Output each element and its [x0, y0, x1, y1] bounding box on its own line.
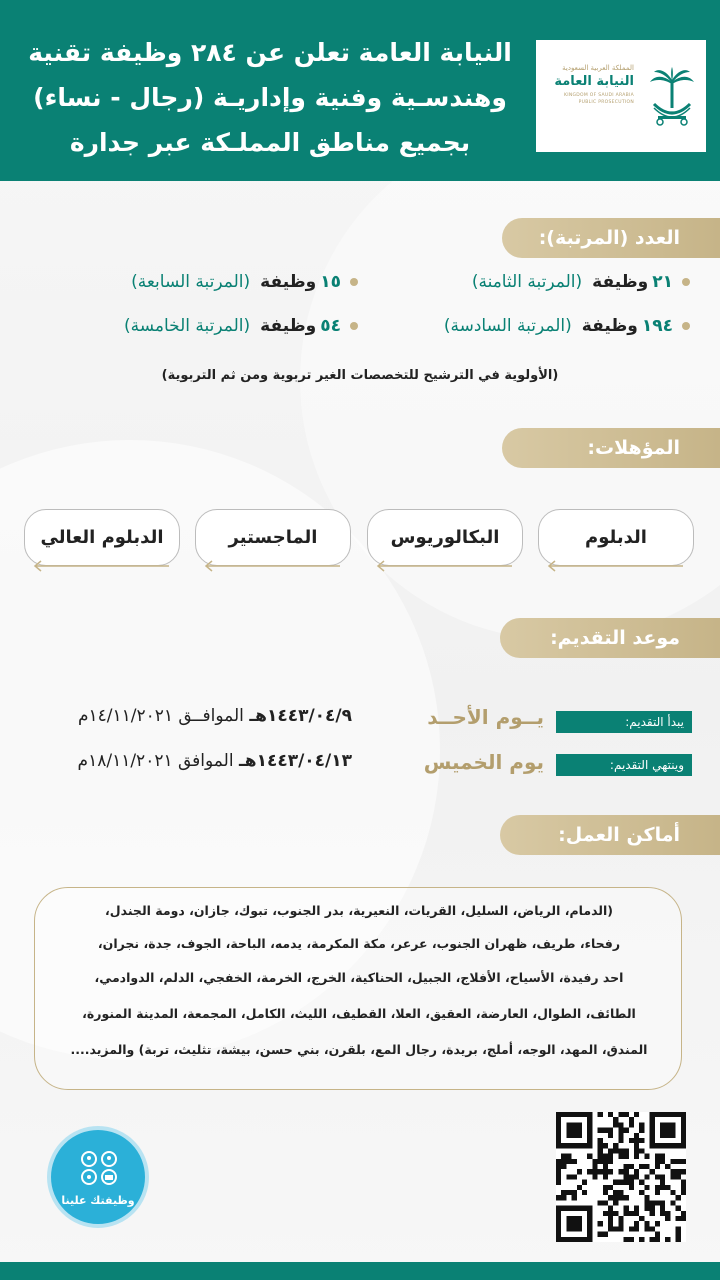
- job-item: [472, 266, 690, 298]
- badge-label: وظيفتك علينا: [61, 1194, 135, 1207]
- header-banner: [0, 0, 720, 181]
- qualification-higher-diploma: الدبلوم العالي: [24, 509, 180, 566]
- logo-org-en: PUBLIC PROSECUTION: [578, 100, 634, 105]
- palm-swords-emblem-icon: [648, 66, 696, 128]
- section-count-heading: العدد (المرتبة):: [502, 218, 720, 258]
- job-rank: (المرتبة الخامسة): [123, 316, 251, 336]
- logo-text: [546, 64, 634, 105]
- locations-line: رفحاء، طريف، ظهران الجنوب، عرعر، مكة المكرمة، يدمه، الباحة، الجوف، جدة، نجران،: [97, 936, 621, 951]
- logo-country-ar: المملكة العربية السعودية: [562, 64, 634, 72]
- arrow-left-icon: [31, 560, 171, 572]
- arrow-left-icon: [374, 560, 514, 572]
- start-label: يبدأ التقديم:: [556, 711, 692, 733]
- job-count: ٢١: [652, 272, 673, 292]
- title-line: النيابة العامة تعلن عن ٢٨٤ وظيفة تقنية: [28, 38, 512, 67]
- locations-line: (الدمام، الرياض، السليل، القريات، النعيرية، بدر الجنوب، تبوك، جازان، دومة الجندل،: [105, 903, 613, 918]
- end-hijri: ١٤٤٣/٠٤/١٣هـ: [238, 751, 352, 771]
- people-network-icon: [77, 1148, 121, 1188]
- arrow-left-icon: [545, 560, 685, 572]
- title-line: وهندسـية وفنية وإداريـة (رجال - نساء): [33, 83, 507, 112]
- end-gregorian: ١٨/١١/٢٠٢١م: [77, 751, 173, 771]
- start-agree: الموافــق: [178, 706, 244, 726]
- bullet-icon: [682, 322, 690, 330]
- section-qualifications-heading: المؤهلات:: [502, 428, 720, 468]
- section-dates-heading: موعد التقديم:: [500, 618, 720, 658]
- job-count: ١٥: [320, 272, 341, 292]
- section-locations-heading: أماكن العمل:: [500, 815, 720, 855]
- locations-line: احد رفيدة، الأسياح، الأفلاج، الجبيل، الحناكية، الخرج، الخرمة، الخفجي، الدلم، الدوادمي،: [94, 970, 624, 985]
- job-item: [444, 310, 690, 342]
- announcement-title: [20, 30, 520, 165]
- public-prosecution-logo: [536, 40, 706, 152]
- job-count: ٥٤: [320, 316, 341, 336]
- arrow-left-icon: [202, 560, 342, 572]
- job-rank: (المرتبة السادسة): [443, 316, 572, 336]
- end-day: يوم الخميس: [423, 750, 544, 774]
- job-rank: (المرتبة الثامنة): [471, 272, 583, 292]
- locations-line: الطائف، الطوال، العارضة، العقيق، العلا، القطيف، الليث، الكامل، المجمعة، المدينة المنورة،: [82, 1006, 636, 1021]
- bullet-icon: [682, 278, 690, 286]
- job-item: [124, 310, 358, 342]
- start-day: يــوم الأحــد: [427, 705, 544, 729]
- end-label: وينتهي التقديم:: [556, 754, 692, 776]
- locations-line: المندق، المهد، الوجه، أملج، بريدة، رجال المع، بلقرن، بني حسن، بيشة، تثليث، تربة) والمزيد....: [70, 1042, 648, 1057]
- qualification-diploma: الدبلوم: [538, 509, 694, 566]
- job-count: ١٩٤: [641, 316, 673, 336]
- title-line: بجميع مناطق المملـكة عبر جدارة: [69, 128, 471, 157]
- footer-band: [0, 1262, 720, 1280]
- job-word: وظيفة: [581, 316, 638, 336]
- end-date: [78, 751, 352, 771]
- qr-code[interactable]: [556, 1112, 686, 1242]
- job-word: وظيفة: [260, 316, 317, 336]
- job-item: [131, 266, 358, 298]
- end-agree: الموافق: [178, 751, 234, 771]
- logo-org-ar: النيابة العامة: [554, 74, 634, 89]
- bullet-icon: [350, 322, 358, 330]
- job-rank: (المرتبة السابعة): [131, 272, 251, 292]
- bullet-icon: [350, 278, 358, 286]
- logo-country-en: KINGDOM OF SAUDI ARABIA: [563, 93, 634, 98]
- start-hijri: ١٤٤٣/٠٤/٩هـ: [249, 706, 352, 726]
- job-word: وظيفة: [592, 272, 649, 292]
- start-date: [78, 706, 352, 726]
- qualification-master: الماجستير: [195, 509, 351, 566]
- qualification-bachelor: البكالوريوس: [367, 509, 523, 566]
- priority-note: (الأولوية في الترشيح للتخصصات الغير تربوية ومن ثم التربوية): [161, 368, 559, 383]
- start-gregorian: ١٤/١١/٢٠٢١م: [77, 706, 173, 726]
- wazifatak-alayna-badge: [47, 1126, 149, 1228]
- job-word: وظيفة: [260, 272, 317, 292]
